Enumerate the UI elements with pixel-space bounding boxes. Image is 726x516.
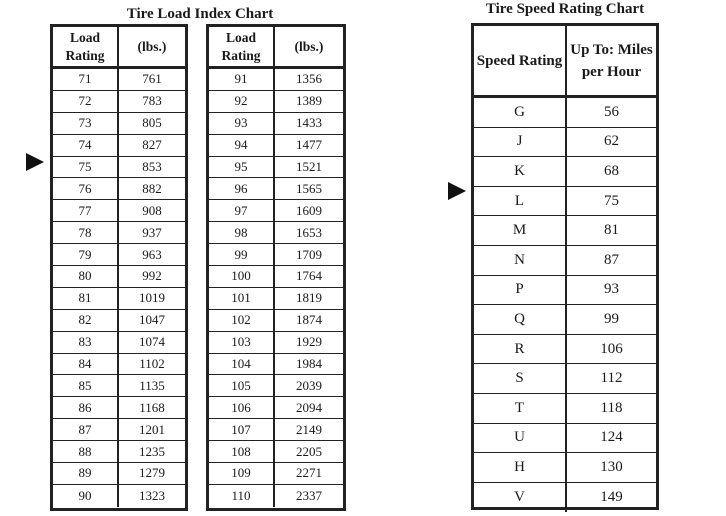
- speed-rating-header: Speed Rating: [474, 26, 567, 95]
- load-table-row: [53, 266, 185, 288]
- weight-cell: 1565: [296, 180, 322, 196]
- load-chart-title: Tire Load Index Chart: [126, 6, 274, 22]
- max-speed-header: Up To: Miles per Hour: [570, 41, 653, 80]
- weight-cell: 2094: [296, 399, 322, 415]
- load-table-row: [209, 485, 343, 507]
- load-table-row: [53, 69, 185, 91]
- load-table-row: [209, 463, 343, 485]
- load-rating-cell: 71: [53, 69, 119, 90]
- weight-cell: 1389: [296, 93, 322, 109]
- weight-cell: 761: [142, 71, 162, 87]
- load-table-header: [209, 27, 343, 69]
- weight-cell: 992: [142, 268, 162, 284]
- weight-cell: 1074: [139, 334, 165, 350]
- speed-table-row: [474, 157, 656, 187]
- load-table-row: [209, 332, 343, 354]
- load-table-row: [53, 222, 185, 244]
- weight-cell: 1653: [296, 224, 322, 240]
- load-table-row: [53, 397, 185, 419]
- weight-cell: 1477: [296, 137, 322, 153]
- max-speed-cell: 62: [604, 133, 619, 150]
- speed-table-row: [474, 98, 656, 128]
- weight-cell: 1019: [139, 290, 165, 306]
- weight-cell: 882: [142, 180, 162, 196]
- load-table-row: [209, 441, 343, 463]
- max-speed-cell: 118: [600, 399, 623, 416]
- speed-rating-cell: S: [474, 364, 567, 393]
- speed-table-row: [474, 335, 656, 365]
- load-table-row: [53, 419, 185, 441]
- speed-table-row: [474, 305, 656, 335]
- max-speed-cell: 93: [604, 281, 619, 298]
- load-rating-cell: 86: [53, 397, 119, 418]
- speed-rating-cell: G: [474, 98, 567, 127]
- load-rating-cell: 93: [209, 113, 275, 134]
- weight-cell: 1323: [139, 487, 165, 503]
- speed-table-row: [474, 483, 656, 513]
- speed-table-row: [474, 394, 656, 424]
- speed-table-header: [474, 26, 656, 98]
- load-table-row: [53, 113, 185, 135]
- speed-table-row: [474, 246, 656, 276]
- load-rating-header: Load Rating: [209, 27, 275, 66]
- weight-cell: 963: [142, 246, 162, 262]
- speed-rating-cell: U: [474, 424, 567, 453]
- load-rating-cell: 98: [209, 222, 275, 243]
- load-rating-cell: 100: [209, 266, 275, 287]
- max-speed-cell: 68: [604, 162, 619, 179]
- load-rating-cell: 110: [209, 485, 275, 507]
- speed-rating-cell: H: [474, 453, 567, 482]
- max-speed-cell: 130: [600, 458, 623, 475]
- load-table-row: [209, 200, 343, 222]
- load-rating-cell: 96: [209, 178, 275, 199]
- load-rating-cell: 78: [53, 222, 119, 243]
- load-rating-cell: 101: [209, 288, 275, 309]
- weight-cell: 908: [142, 202, 162, 218]
- weight-cell: 783: [142, 93, 162, 109]
- max-speed-cell: 112: [600, 370, 623, 387]
- weight-cell: 1356: [296, 71, 322, 87]
- load-index-chart: [50, 24, 346, 511]
- max-speed-cell: 87: [604, 251, 619, 268]
- max-speed-cell: 75: [604, 192, 619, 209]
- load-rating-cell: 75: [53, 157, 119, 178]
- weight-cell: 937: [142, 224, 162, 240]
- weight-cell: 1709: [296, 246, 322, 262]
- load-rating-cell: 72: [53, 91, 119, 112]
- load-rating-cell: 83: [53, 332, 119, 353]
- load-table-row: [209, 113, 343, 135]
- load-table-row: [53, 244, 185, 266]
- load-rating-cell: 76: [53, 178, 119, 199]
- load-table-right: [206, 24, 346, 511]
- speed-rating-cell: T: [474, 394, 567, 423]
- load-rating-cell: 77: [53, 200, 119, 221]
- load-rating-cell: 92: [209, 91, 275, 112]
- load-rating-cell: 103: [209, 332, 275, 353]
- speed-table-row: [474, 364, 656, 394]
- weight-cell: 1047: [139, 312, 165, 328]
- load-rating-cell: 80: [53, 266, 119, 287]
- speed-rating-cell: P: [474, 276, 567, 305]
- weight-cell: 2205: [296, 443, 322, 459]
- load-rating-cell: 90: [53, 485, 119, 507]
- weight-cell: 1819: [296, 290, 322, 306]
- load-table-row: [209, 397, 343, 419]
- speed-rating-cell: N: [474, 246, 567, 275]
- load-table-row: [209, 157, 343, 179]
- speed-row-marker-arrow-icon: [448, 182, 466, 200]
- load-rating-cell: 109: [209, 463, 275, 484]
- load-table-row: [209, 178, 343, 200]
- load-table-left: [50, 24, 188, 511]
- weight-cell: 2271: [296, 465, 322, 481]
- weight-cell: 1433: [296, 115, 322, 131]
- load-rating-cell: 105: [209, 375, 275, 396]
- weight-cell: 1984: [296, 356, 322, 372]
- load-rating-cell: 108: [209, 441, 275, 462]
- max-speed-cell: 81: [604, 222, 619, 239]
- speed-table-row: [474, 276, 656, 306]
- speed-rating-cell: V: [474, 483, 567, 513]
- load-table-row: [209, 375, 343, 397]
- weight-cell: 1235: [139, 443, 165, 459]
- speed-rating-cell: J: [474, 128, 567, 157]
- load-rating-cell: 79: [53, 244, 119, 265]
- load-table-row: [209, 266, 343, 288]
- weight-cell: 2149: [296, 421, 322, 437]
- load-table-header: [53, 27, 185, 69]
- weight-cell: 1168: [139, 399, 165, 415]
- speed-rating-cell: R: [474, 335, 567, 364]
- load-table-row: [53, 463, 185, 485]
- speed-rating-cell: K: [474, 157, 567, 186]
- load-rating-cell: 99: [209, 244, 275, 265]
- speed-rating-chart: [471, 23, 659, 510]
- load-rating-cell: 81: [53, 288, 119, 309]
- weight-cell: 1929: [296, 334, 322, 350]
- load-table-row: [209, 354, 343, 376]
- weight-cell: 1521: [296, 159, 322, 174]
- weight-cell: 1279: [139, 465, 165, 481]
- speed-table-row: [474, 128, 656, 158]
- load-table-row: [53, 375, 185, 397]
- load-rating-cell: 85: [53, 375, 119, 396]
- weight-cell: 2337: [296, 487, 322, 503]
- load-rating-cell: 89: [53, 463, 119, 484]
- load-rating-header: Load Rating: [53, 27, 119, 66]
- max-speed-cell: 56: [604, 103, 619, 120]
- max-speed-cell: 124: [600, 429, 623, 446]
- max-speed-cell: 106: [600, 340, 623, 357]
- load-rating-cell: 97: [209, 200, 275, 221]
- load-rating-cell: 91: [209, 69, 275, 90]
- load-table-row: [209, 244, 343, 266]
- load-table-row: [53, 91, 185, 113]
- load-table-row: [209, 222, 343, 244]
- table-gutter: [188, 24, 206, 511]
- load-rating-cell: 95: [209, 157, 275, 178]
- speed-rating-cell: L: [474, 187, 567, 216]
- load-table-row: [209, 91, 343, 113]
- load-table-row: [53, 200, 185, 222]
- load-table-row: [209, 135, 343, 157]
- speed-rating-cell: Q: [474, 305, 567, 334]
- load-table-row: [53, 310, 185, 332]
- speed-table-row: [474, 216, 656, 246]
- max-speed-cell: 99: [604, 310, 619, 327]
- load-table-row: [53, 354, 185, 376]
- load-rating-cell: 106: [209, 397, 275, 418]
- load-table-row: [209, 288, 343, 310]
- load-table-row: [209, 69, 343, 91]
- load-table-row: [209, 419, 343, 441]
- load-table-row: [53, 288, 185, 310]
- speed-table-row: [474, 187, 656, 217]
- speed-table-row: [474, 453, 656, 483]
- load-rating-cell: 73: [53, 113, 119, 134]
- max-speed-cell: 149: [600, 489, 623, 506]
- load-table-row: [53, 441, 185, 463]
- weight-cell: 1609: [296, 202, 322, 218]
- load-table-row: [53, 332, 185, 354]
- weight-cell: 827: [142, 137, 162, 153]
- weight-cell: 1874: [296, 312, 322, 328]
- speed-rating-cell: M: [474, 216, 567, 245]
- load-rating-cell: 94: [209, 135, 275, 156]
- load-rating-cell: 74: [53, 135, 119, 156]
- load-table-row: [53, 178, 185, 200]
- speed-table-row: [474, 424, 656, 454]
- load-rating-cell: 82: [53, 310, 119, 331]
- load-table-row: [53, 485, 185, 507]
- load-rating-cell: 104: [209, 354, 275, 375]
- weight-cell: 805: [142, 115, 162, 131]
- weight-cell: 2039: [296, 377, 322, 393]
- speed-chart-title: Tire Speed Rating Chart: [485, 1, 645, 17]
- weight-header: (lbs.): [137, 38, 167, 54]
- load-rating-cell: 87: [53, 419, 119, 440]
- weight-cell: 1764: [296, 268, 322, 284]
- load-table-row: [53, 157, 185, 179]
- weight-cell: 1102: [139, 356, 165, 372]
- load-rating-cell: 102: [209, 310, 275, 331]
- weight-header: (lbs.): [294, 38, 324, 54]
- load-row-marker-arrow-icon: [26, 153, 44, 171]
- load-table-row: [209, 310, 343, 332]
- weight-cell: 1135: [139, 377, 165, 393]
- weight-cell: 1201: [139, 421, 165, 437]
- weight-cell: 853: [142, 159, 162, 174]
- load-table-row: [53, 135, 185, 157]
- load-rating-cell: 84: [53, 354, 119, 375]
- load-rating-cell: 107: [209, 419, 275, 440]
- load-rating-cell: 88: [53, 441, 119, 462]
